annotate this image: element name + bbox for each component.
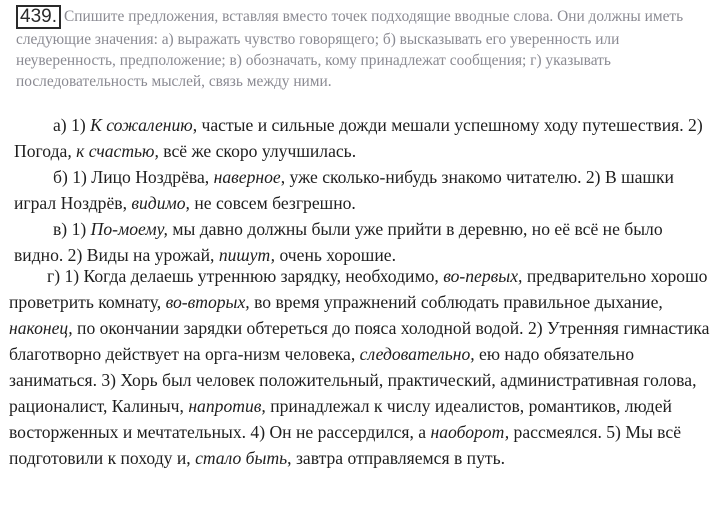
text: , завтра отправляемся в путь.	[287, 448, 505, 468]
text: очень хорошие.	[275, 245, 396, 265]
introductory-word: По-моему,	[90, 219, 168, 239]
text: во время упражнений соблюдать правильное дыхание,	[249, 292, 663, 312]
text: рассмеялся. 5) Мы всё подготовили к походу и,	[9, 422, 681, 468]
section-a	[14, 112, 716, 164]
introductory-word: пишут,	[218, 245, 276, 265]
text: , уже сколько-нибудь знакомо читателю. 2) В шашки играл Ноздрёв,	[14, 167, 674, 213]
introductory-word: наоборот,	[430, 422, 510, 442]
introductory-word: напротив,	[188, 396, 266, 416]
text: г) 1) Когда делаешь утреннюю зарядку, необходимо,	[47, 266, 444, 286]
text: в) 1)	[53, 219, 91, 239]
exercise-instruction	[16, 5, 716, 92]
introductory-word: наконец,	[9, 318, 73, 338]
introductory-word: во-первых,	[443, 266, 523, 286]
text: не совсем безгрешно.	[189, 193, 356, 213]
section-g-block	[9, 263, 717, 471]
introductory-word: , к счастью,	[67, 141, 159, 161]
instruction-text: Спишите предложения, вставляя вместо точек подходящие вводные слова. Они должны иметь следующие значения: а) выражать чувство говорящего; б) высказывать его уверенность или неуверенность, предположение; в) обозначать, кому принадлежат сообщения; г) указывать последовательность мыслей, связь между ними.	[16, 8, 684, 90]
text: ею надо обязательно заниматься. 3) Хорь был человек положительный, практический, административная голова, рационалист, Калиныч,	[9, 344, 697, 416]
text: мы давно должны были уже прийти в деревню, но её всё не было видно. 2) Виды на урожай,	[14, 219, 663, 265]
introductory-word: следовательно,	[359, 344, 475, 364]
introductory-word: наверное	[213, 167, 281, 187]
text: , частые и сильные дожди мешали успешному ходу путешествия. 2) Погода	[14, 115, 703, 161]
exercise-number-badge: 439.	[16, 5, 61, 29]
text: по окончании зарядки обтереться до пояса холодной водой. 2) Утренняя гимнастика благотворно действует на орга-низм человека,	[9, 318, 710, 364]
introductory-word: стало быть	[195, 448, 288, 468]
sections-a-b-v	[14, 112, 716, 268]
introductory-word: К сожалению	[90, 115, 193, 135]
text: б) 1) Лицо Ноздрёва,	[53, 167, 214, 187]
text: принадлежал к числу идеалистов, романтиков, людей восторженных и мечтательных. 4) Он не рассердился, а	[9, 396, 672, 442]
introductory-word: видимо,	[131, 193, 190, 213]
text: всё же скоро улучшилась.	[158, 141, 357, 161]
section-b	[14, 164, 716, 216]
text: предварительно хорошо проветрить комнату,	[9, 266, 708, 312]
text: а) 1)	[53, 115, 91, 135]
section-v	[14, 216, 716, 268]
introductory-word: во-вторых,	[165, 292, 250, 312]
section-g	[9, 263, 717, 471]
